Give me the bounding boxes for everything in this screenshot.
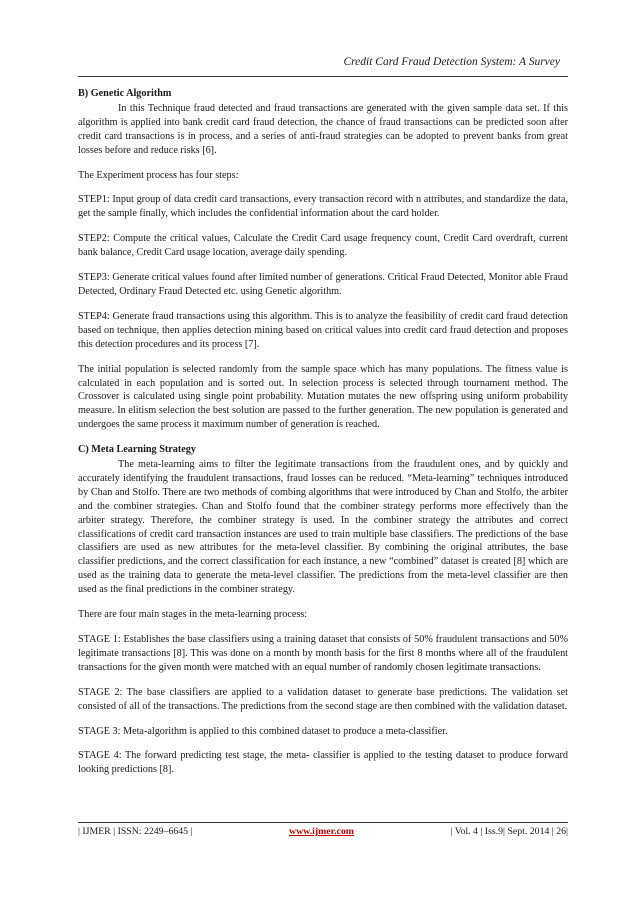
stages-intro-paragraph: There are four main stages in the meta-learning process: <box>78 609 308 621</box>
step4-paragraph: STEP4: Generate fraud transactions using this algorithm. This is to analyze the feasibility of credit card fraud detection based on technique, then applies detection mining based on critical values into credit card fraud detection and proposes this detection procedures and its process [7]. <box>78 310 568 350</box>
footer-journal-info: | IJMER | ISSN: 2249–6645 | <box>78 826 193 837</box>
stage4-paragraph: STAGE 4: The forward predicting test stage, the meta- classifier is applied to the testing dataset to produce forward looking predictions [8]. <box>78 750 568 776</box>
footer-volume-info: | Vol. 4 | Iss.9| Sept. 2014 | 26| <box>450 826 568 837</box>
step1-paragraph: STEP1: Input group of data credit card transactions, every transaction record with n attributes, and standardize the data, get the sample finally, which includes the confidential information about the card holder. <box>78 194 568 220</box>
stage3-paragraph: STAGE 3: Meta-algorithm is applied to this combined dataset to produce a meta-classifier. <box>78 725 448 737</box>
steps-intro-paragraph: The Experiment process has four steps: <box>78 169 239 181</box>
section-c-heading: C) Meta Learning Strategy <box>78 444 196 456</box>
step3-paragraph: STEP3: Generate critical values found after limited number of generations. Critical Fraud Detected, Monitor able Fraud Detected, Ordinary Fraud Detected etc. using Genetic algorithm. <box>78 272 568 297</box>
stage1-paragraph: STAGE 1: Establishes the base classifiers using a training dataset that consists of 50% fraudulent transactions and 50% legitimate transactions [8]. This was done on a month by month basis for the first 8 months where all of the fraudulent transactions for the given month were matched with an equal number of randomly chosen legitimate transactions. <box>78 634 568 673</box>
running-header <box>78 56 560 76</box>
running-title: Credit Card Fraud Detection System: A Survey <box>343 56 560 68</box>
footer-website-link[interactable]: www.ijmer.com <box>289 826 354 837</box>
stage2-paragraph: STAGE 2: The base classifiers are applied to a validation dataset to generate base predictions. The validation set consisted of all of the transactions. The predictions from the second stage are then combined with the validation dataset. <box>78 686 568 712</box>
footer-divider <box>78 822 568 823</box>
step2-paragraph: STEP2: Compute the critical values, Calculate the Credit Card usage frequency count, Credit Card overdraft, current bank balance, Credit Card usage location, average daily spending. <box>78 233 568 259</box>
section-b-heading: B) Genetic Algorithm <box>78 88 172 99</box>
meta-learning-paragraph: The meta-learning aims to filter the legitimate transactions from the fraudulent ones, and by quickly and accurately identifying the fraudulent transactions, fraud losses can be reduced. “Meta-learning” techniques introduced by Chan and Stolfo. There are two methods of combing algorithms that were introduced by Chan and Stolfo, the arbiter and the combiner strategies. Chan and Stolfo found that the combiner strategy performs more effectively than the arbiter strategy. Therefore, the combiner strategy is used. In the combiner strategy the attributes and correct classifications of credit card transaction instances are used to train multiple base classifiers. The predictions of the base classifiers are used as new attributes for the meta-level classifier. By combining the original attributes, the base classifier predictions, and the correct classification for each instance, a new “combined” dataset is created [8] which are used as the training data to generate the meta-level classifier. The predictions from the meta-level classifier are then used as the final predictions in the combiner strategy. <box>78 459 568 596</box>
header-divider <box>78 76 568 77</box>
section-b-intro-paragraph: In this Technique fraud detected and fraud transactions are generated with the given sample data set. If this algorithm is applied into bank credit card fraud detection, the chance of fraud transactions can be predicted soon after credit card transactions is in process, and a series of anti-fraud strategies can be adopted to prevent banks from great losses before and reduce risks [6]. <box>78 102 568 156</box>
population-paragraph: The initial population is selected randomly from the sample space which has many populations. The fitness value is calculated in each population and is sorted out. In selection process is selected through tournament method. The Crossover is calculated using single point probability. Mutation mutates the new offspring using uniform probability measure. In elitism selection the best solution are passed to the further generation. The new population is generated and undergoes the same process it maximum number of generation is reached. <box>78 363 568 431</box>
page-body <box>78 87 568 788</box>
page-footer <box>78 826 568 842</box>
